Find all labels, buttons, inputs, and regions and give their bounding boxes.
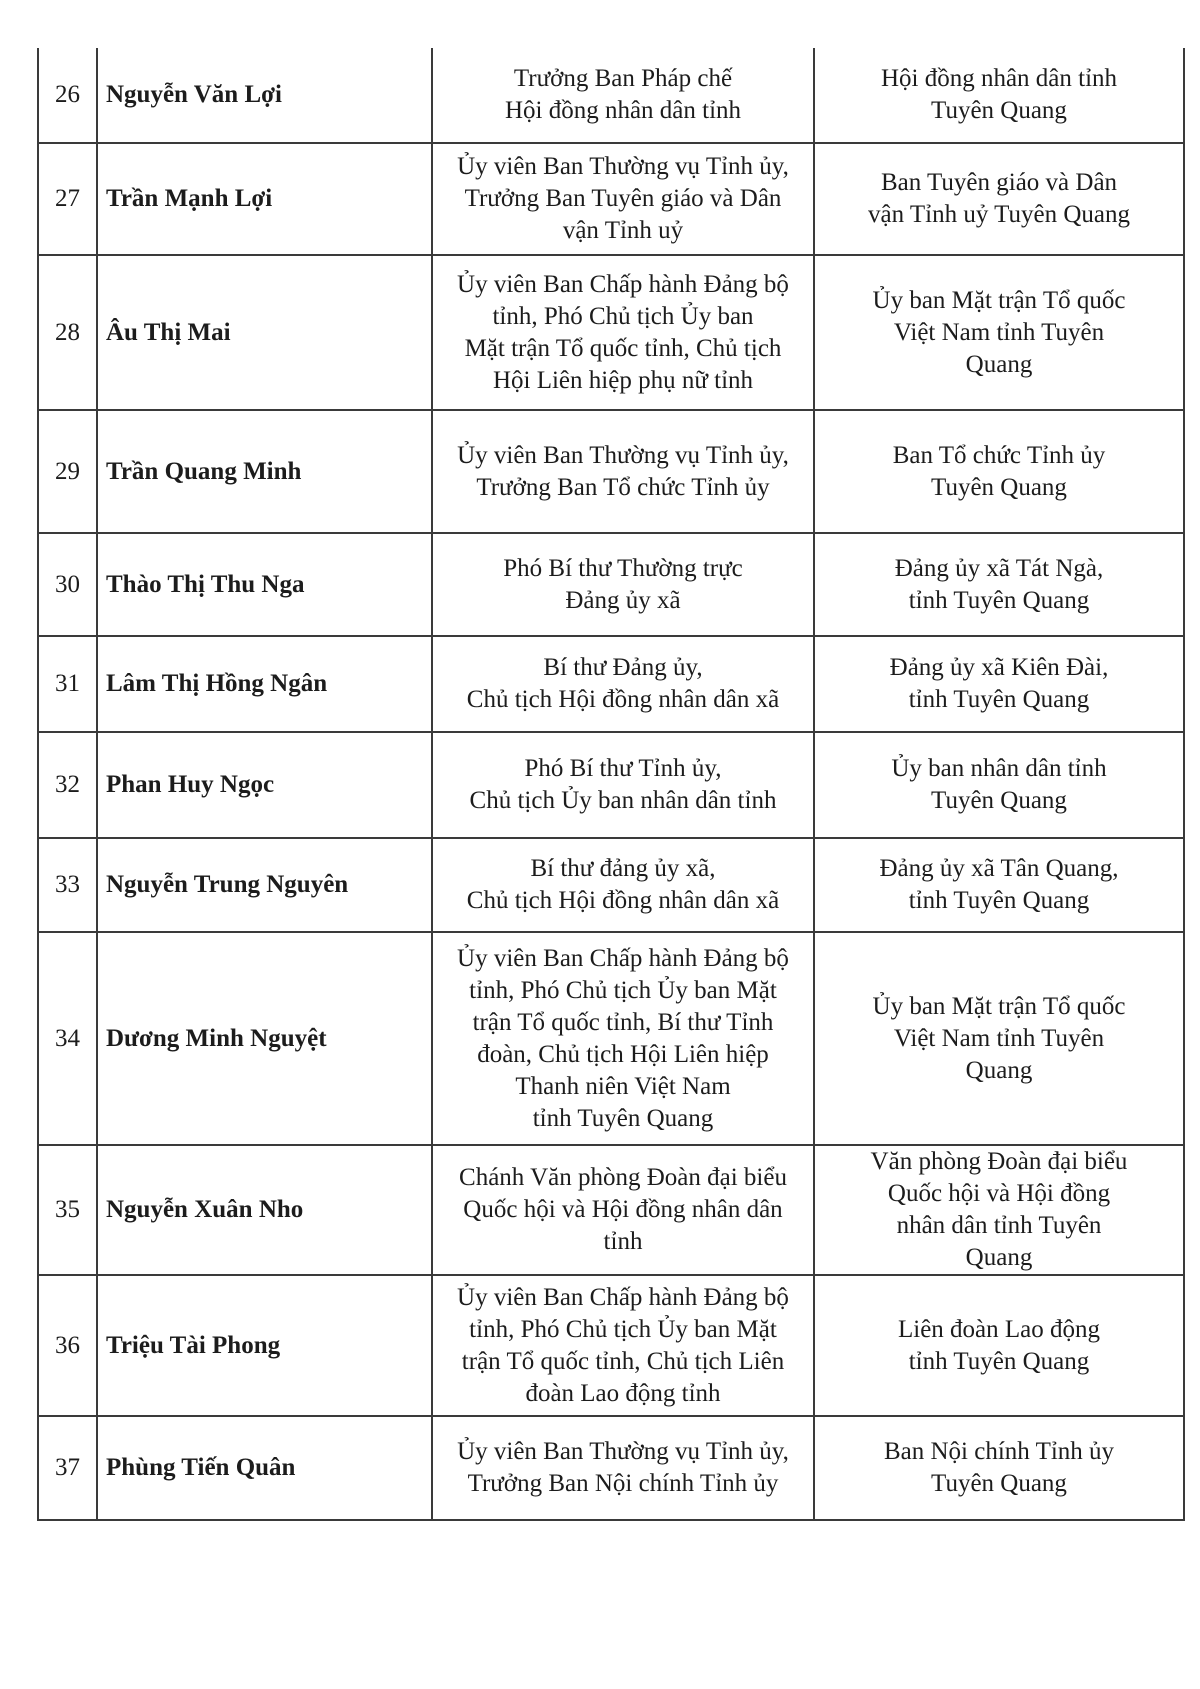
organization-line: vận Tỉnh uỷ Tuyên Quang xyxy=(867,201,1131,228)
organization-line: Việt Nam tỉnh Tuyên xyxy=(893,318,1105,346)
member-organization xyxy=(814,410,1184,533)
table-row xyxy=(38,932,1184,1145)
member-organization xyxy=(814,143,1184,255)
position-line: tỉnh xyxy=(603,1228,643,1255)
organization-line: Ủy ban Mặt trận Tổ quốc xyxy=(872,992,1126,1020)
member-organization xyxy=(814,1145,1184,1275)
table-row xyxy=(38,143,1184,255)
member-name: Dương Minh Nguyệt xyxy=(97,932,432,1145)
member-position xyxy=(432,1145,814,1275)
member-organization xyxy=(814,732,1184,838)
row-number: 36 xyxy=(38,1275,97,1416)
table-row xyxy=(38,48,1184,143)
table-row xyxy=(38,732,1184,838)
member-name: Trần Quang Minh xyxy=(97,410,432,533)
member-table-body xyxy=(38,48,1184,1520)
row-number: 28 xyxy=(38,255,97,410)
member-name: Lâm Thị Hồng Ngân xyxy=(97,636,432,732)
member-position xyxy=(432,48,814,143)
position-line: Trưởng Ban Tuyên giáo và Dân xyxy=(464,185,782,212)
member-name: Thào Thị Thu Nga xyxy=(97,533,432,636)
organization-line: Quang xyxy=(965,1056,1033,1084)
position-line: Ủy viên Ban Chấp hành Đảng bộ xyxy=(457,1283,789,1311)
member-table xyxy=(37,48,1185,1521)
member-name: Nguyễn Trung Nguyên xyxy=(97,838,432,932)
table-row xyxy=(38,255,1184,410)
row-number: 29 xyxy=(38,410,97,533)
organization-line: Tuyên Quang xyxy=(931,1470,1067,1497)
row-number: 32 xyxy=(38,732,97,838)
table-row xyxy=(38,1416,1184,1520)
position-line: Phó Bí thư Thường trực xyxy=(503,554,743,582)
organization-line: Đảng ủy xã Tát Ngà, xyxy=(894,554,1104,582)
position-line: Ủy viên Ban Thường vụ Tỉnh ủy, xyxy=(457,441,789,469)
position-line: trận Tổ quốc tỉnh, Chủ tịch Liên xyxy=(461,1347,785,1375)
row-number: 27 xyxy=(38,143,97,255)
position-line: vận Tỉnh uỷ xyxy=(562,217,684,244)
position-line: Ủy viên Ban Thường vụ Tỉnh ủy, xyxy=(457,1438,789,1465)
organization-line: Quang xyxy=(965,1244,1033,1271)
member-organization xyxy=(814,838,1184,932)
position-line: Mặt trận Tổ quốc tỉnh, Chủ tịch xyxy=(464,334,782,362)
member-organization xyxy=(814,255,1184,410)
organization-line: Đảng ủy xã Kiên Đài, xyxy=(889,654,1109,681)
member-position xyxy=(432,1275,814,1416)
organization-line: nhân dân tỉnh Tuyên xyxy=(896,1212,1102,1239)
organization-line: Quang xyxy=(965,350,1033,378)
member-name: Trần Mạnh Lợi xyxy=(97,143,432,255)
organization-line: tỉnh Tuyên Quang xyxy=(908,686,1090,713)
organization-line: Tuyên Quang xyxy=(931,473,1067,501)
member-name: Phùng Tiến Quân xyxy=(97,1416,432,1520)
member-name: Triệu Tài Phong xyxy=(97,1275,432,1416)
row-number: 31 xyxy=(38,636,97,732)
position-line: Trưởng Ban Pháp chế xyxy=(513,65,733,92)
organization-line: tỉnh Tuyên Quang xyxy=(908,586,1090,614)
member-name: Nguyễn Văn Lợi xyxy=(97,48,432,143)
member-name: Phan Huy Ngọc xyxy=(97,732,432,838)
member-organization xyxy=(814,1416,1184,1520)
position-line: Thanh niên Việt Nam xyxy=(515,1072,731,1100)
organization-line: Ban Tổ chức Tỉnh ủy xyxy=(892,441,1106,469)
member-position xyxy=(432,1416,814,1520)
member-position xyxy=(432,143,814,255)
member-position xyxy=(432,932,814,1145)
position-line: Phó Bí thư Tỉnh ủy, xyxy=(524,755,722,782)
row-number: 34 xyxy=(38,932,97,1145)
position-line: Bí thư đảng ủy xã, xyxy=(530,855,716,882)
organization-line: Đảng ủy xã Tân Quang, xyxy=(879,855,1119,882)
position-line: Hội Liên hiệp phụ nữ tỉnh xyxy=(492,366,754,394)
member-name: Nguyễn Xuân Nho xyxy=(97,1145,432,1275)
organization-line: tỉnh Tuyên Quang xyxy=(908,1347,1090,1375)
position-line: tỉnh, Phó Chủ tịch Ủy ban xyxy=(492,302,754,330)
table-row xyxy=(38,838,1184,932)
row-number: 26 xyxy=(38,48,97,143)
organization-line: Ban Tuyên giáo và Dân xyxy=(880,169,1118,196)
position-line: Ủy viên Ban Chấp hành Đảng bộ xyxy=(457,270,789,298)
organization-line: Ban Nội chính Tỉnh ủy xyxy=(883,1438,1115,1465)
row-number: 35 xyxy=(38,1145,97,1275)
organization-line: Ủy ban nhân dân tỉnh xyxy=(891,755,1107,782)
position-line: tỉnh, Phó Chủ tịch Ủy ban Mặt xyxy=(469,976,777,1004)
organization-line: Hội đồng nhân dân tỉnh xyxy=(880,65,1118,92)
table-row xyxy=(38,636,1184,732)
member-position xyxy=(432,255,814,410)
member-organization xyxy=(814,533,1184,636)
member-name: Âu Thị Mai xyxy=(97,255,432,410)
organization-line: Văn phòng Đoàn đại biểu xyxy=(870,1148,1128,1175)
table-row xyxy=(38,410,1184,533)
member-position xyxy=(432,732,814,838)
position-line: Bí thư Đảng ủy, xyxy=(543,654,703,681)
position-line: Trưởng Ban Tổ chức Tỉnh ủy xyxy=(476,473,770,501)
position-line: Hội đồng nhân dân tỉnh xyxy=(504,97,742,124)
position-line: đoàn Lao động tỉnh xyxy=(525,1379,721,1407)
organization-line: Tuyên Quang xyxy=(931,787,1067,814)
position-line: đoàn, Chủ tịch Hội Liên hiệp xyxy=(477,1040,769,1068)
organization-line: Liên đoàn Lao động xyxy=(897,1315,1101,1343)
member-organization xyxy=(814,636,1184,732)
row-number: 37 xyxy=(38,1416,97,1520)
row-number: 30 xyxy=(38,533,97,636)
member-position xyxy=(432,636,814,732)
position-line: Trưởng Ban Nội chính Tỉnh ủy xyxy=(467,1470,779,1497)
position-line: Chủ tịch Hội đồng nhân dân xã xyxy=(466,887,780,914)
position-line: Quốc hội và Hội đồng nhân dân xyxy=(463,1196,783,1223)
position-line: Chủ tịch Ủy ban nhân dân tỉnh xyxy=(469,787,777,814)
position-line: Chánh Văn phòng Đoàn đại biểu xyxy=(459,1164,787,1191)
organization-line: Việt Nam tỉnh Tuyên xyxy=(893,1024,1105,1052)
member-position xyxy=(432,533,814,636)
member-position xyxy=(432,838,814,932)
member-organization xyxy=(814,1275,1184,1416)
position-line: Chủ tịch Hội đồng nhân dân xã xyxy=(466,686,780,713)
table-row xyxy=(38,533,1184,636)
position-line: tỉnh Tuyên Quang xyxy=(532,1104,714,1132)
member-position xyxy=(432,410,814,533)
position-line: tỉnh, Phó Chủ tịch Ủy ban Mặt xyxy=(469,1315,777,1343)
row-number: 33 xyxy=(38,838,97,932)
organization-line: tỉnh Tuyên Quang xyxy=(908,887,1090,914)
member-organization xyxy=(814,932,1184,1145)
position-line: Đảng ủy xã xyxy=(565,586,681,614)
organization-line: Tuyên Quang xyxy=(931,97,1067,124)
position-line: trận Tổ quốc tỉnh, Bí thư Tỉnh xyxy=(472,1008,774,1036)
table-row xyxy=(38,1275,1184,1416)
organization-line: Ủy ban Mặt trận Tổ quốc xyxy=(872,286,1126,314)
member-organization xyxy=(814,48,1184,143)
position-line: Ủy viên Ban Chấp hành Đảng bộ xyxy=(457,944,789,972)
position-line: Ủy viên Ban Thường vụ Tỉnh ủy, xyxy=(457,153,789,180)
organization-line: Quốc hội và Hội đồng xyxy=(887,1180,1111,1207)
table-row xyxy=(38,1145,1184,1275)
